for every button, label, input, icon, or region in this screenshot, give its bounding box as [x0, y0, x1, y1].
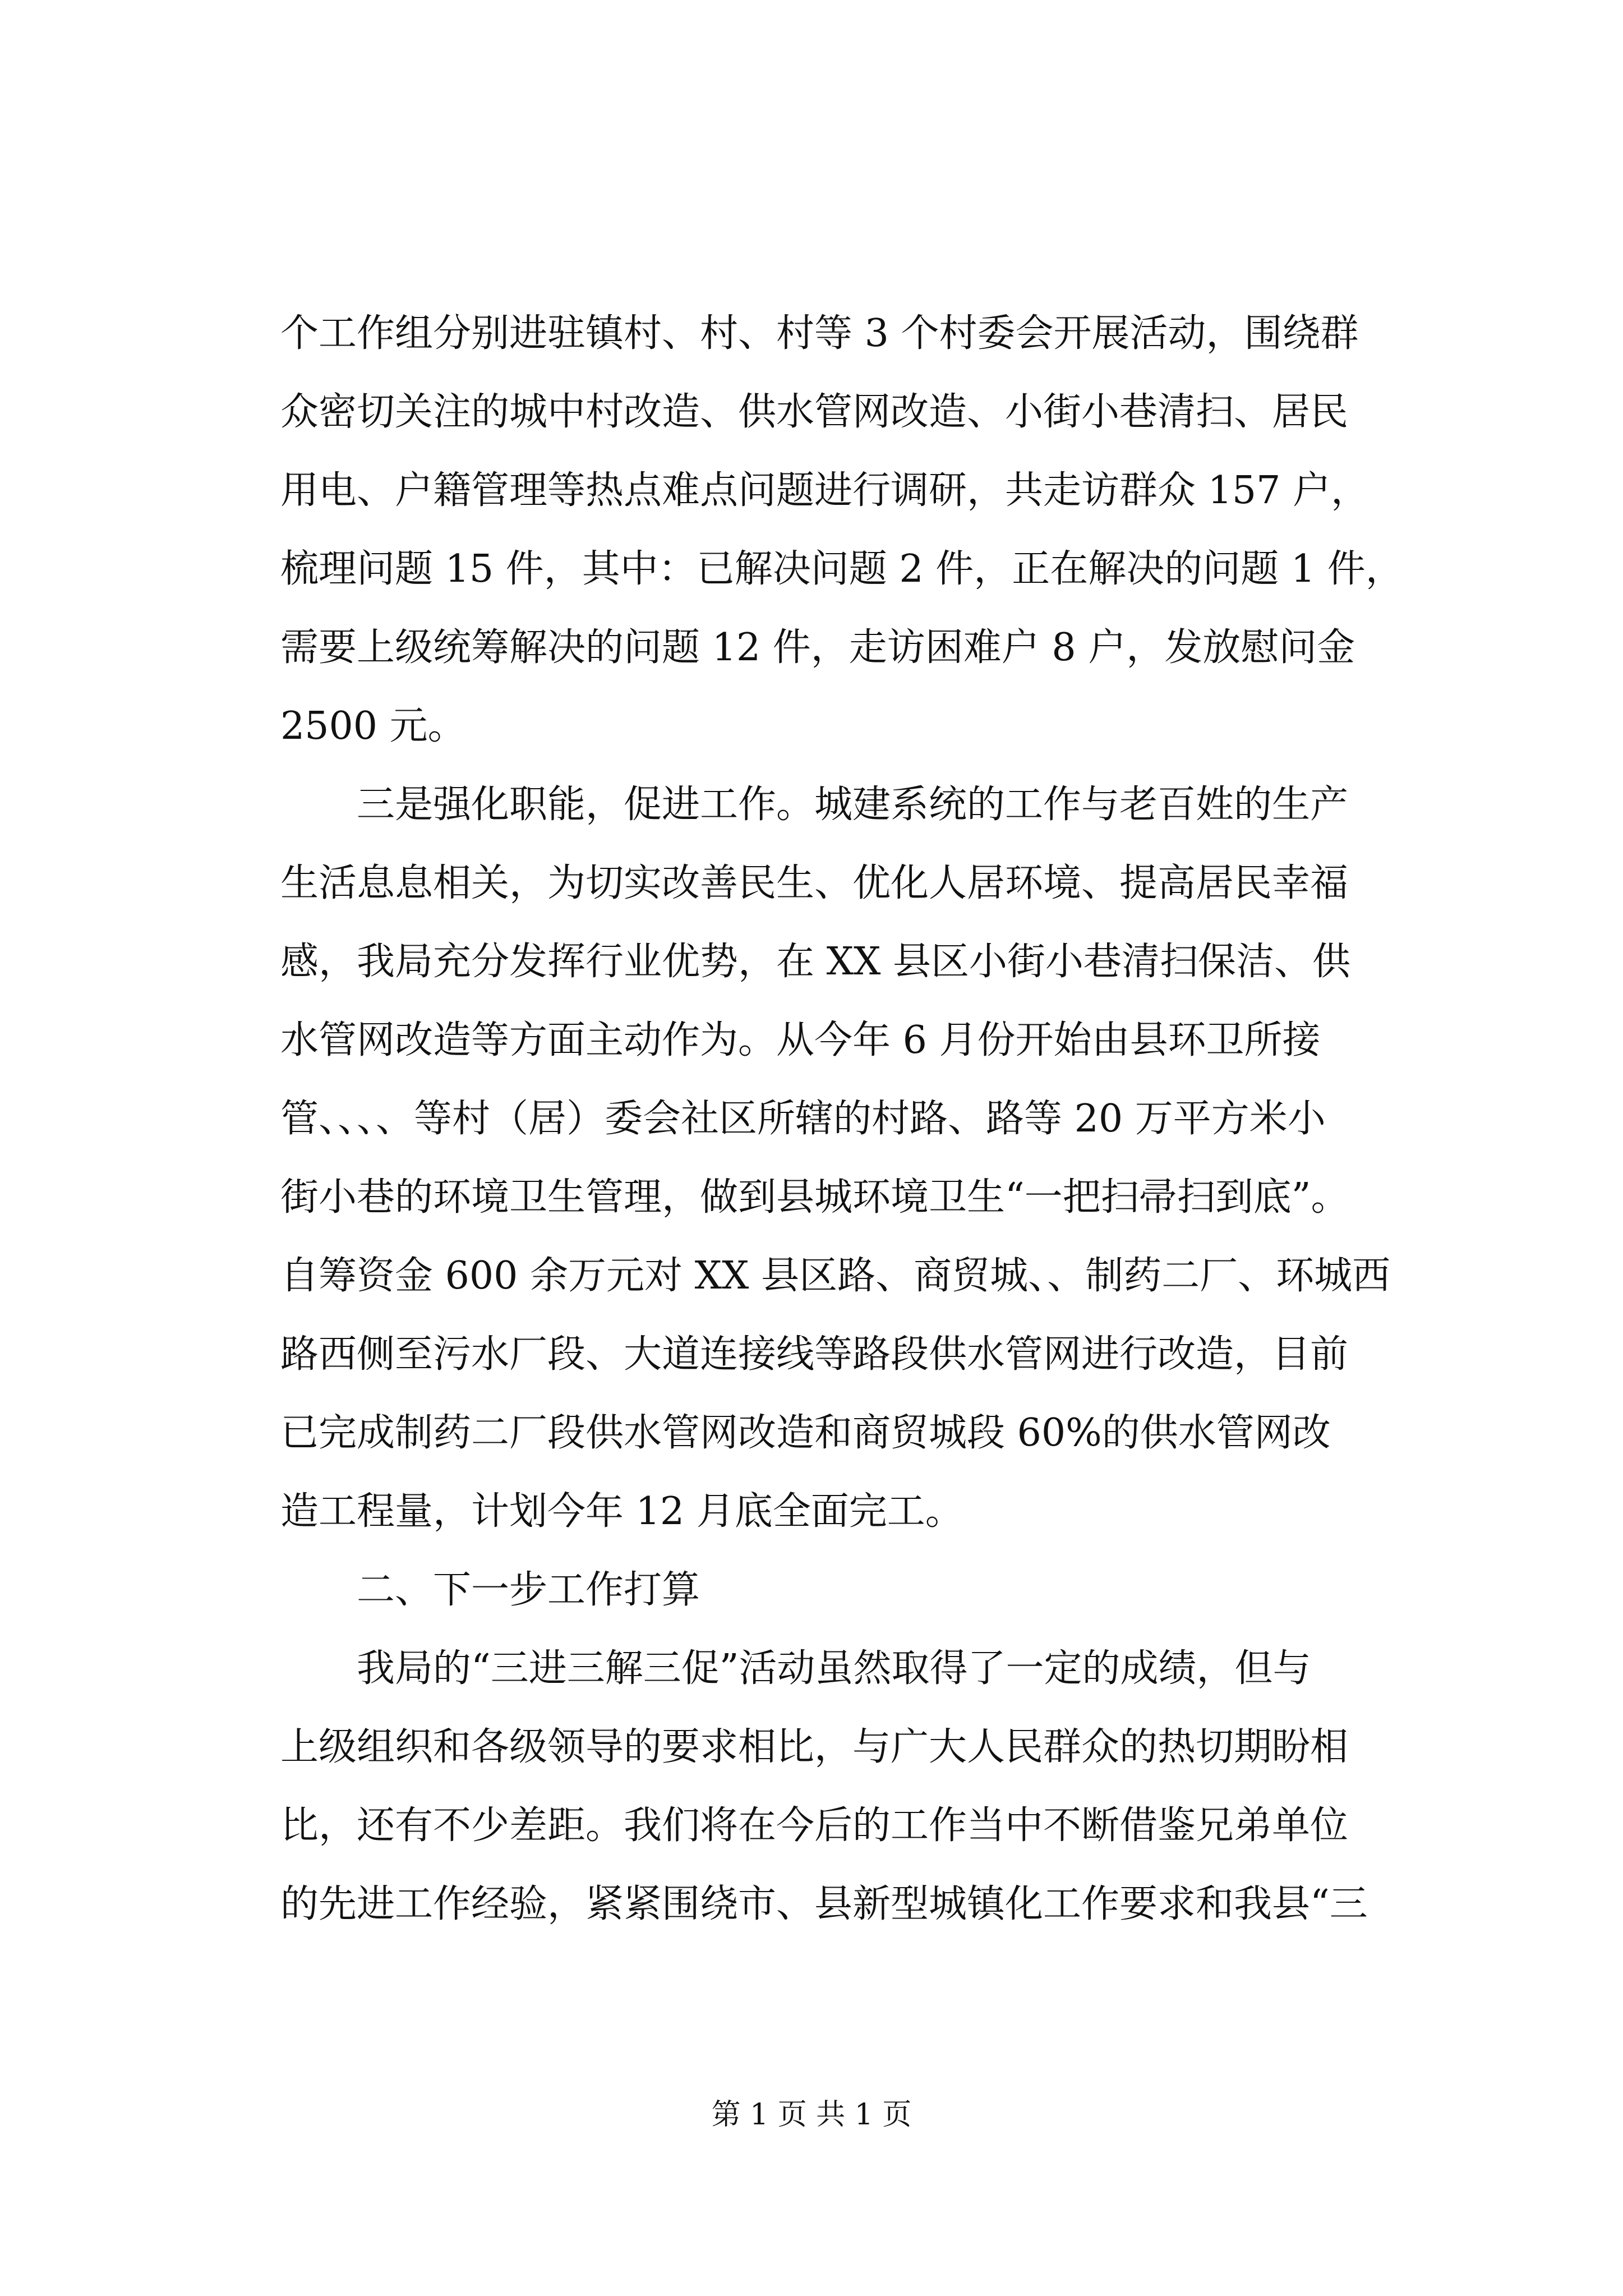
text-line: 的先进工作经验，紧紧围绕市、县新型城镇化工作要求和我县“三 [280, 1882, 1368, 1926]
text-line: 街小巷的环境卫生管理，做到县城环境卫生“一把扫帚扫到底”。 [280, 1175, 1349, 1220]
text-line: 水管网改造等方面主动作为。从今年 6 月份开始由县环卫所接 [280, 1018, 1321, 1062]
text-line: 自筹资金 600 余万元对 XX 县区路、商贸城、、制药二厂、环城西 [280, 1254, 1391, 1298]
section-heading: 二、下一步工作打算 [357, 1568, 700, 1612]
text-line: 梳理问题 15 件，其中：已解决问题 2 件，正在解决的问题 1 件， [280, 547, 1404, 591]
text-line: 比，还有不少差距。我们将在今后的工作当中不断借鉴兄弟单位 [280, 1803, 1349, 1848]
text-line: 上级组织和各级领导的要求相比，与广大人民群众的热切期盼相 [280, 1725, 1349, 1769]
text-line: 管、、、、等村（居）委会社区所辖的村路、路等 20 万平方米小 [280, 1097, 1326, 1141]
text-line: 2500 元。 [280, 704, 466, 748]
text-line: 需要上级统筹解决的问题 12 件，走访困难户 8 户，发放慰问金 [280, 625, 1355, 670]
text-line: 造工程量，计划今年 12 月底全面完工。 [280, 1489, 963, 1534]
page-footer: 第 1 页 共 1 页 [711, 2098, 912, 2132]
paragraph-start-line: 三是强化职能，促进工作。城建系统的工作与老百姓的生产 [357, 783, 1349, 827]
text-line: 路西侧至污水厂段、大道连接线等路段供水管网进行改造，目前 [280, 1332, 1349, 1377]
text-line: 生活息息相关，为切实改善民生、优化人居环境、提高居民幸福 [280, 861, 1349, 905]
text-line: 众密切关注的城中村改造、供水管网改造、小街小巷清扫、居民 [280, 390, 1349, 434]
text-line: 用电、户籍管理等热点难点问题进行调研，共走访群众 157 户， [280, 468, 1370, 513]
paragraph-start-line: 我局的“三进三解三促”活动虽然取得了一定的成绩，但与 [357, 1646, 1311, 1691]
text-line: 个工作组分别进驻镇村、村、村等 3 个村委会开展活动，围绕群 [280, 311, 1359, 356]
text-line: 已完成制药二厂段供水管网改造和商贸城段 60%的供水管网改 [280, 1411, 1331, 1455]
text-line: 感，我局充分发挥行业优势，在 XX 县区小街小巷清扫保洁、供 [280, 940, 1351, 984]
